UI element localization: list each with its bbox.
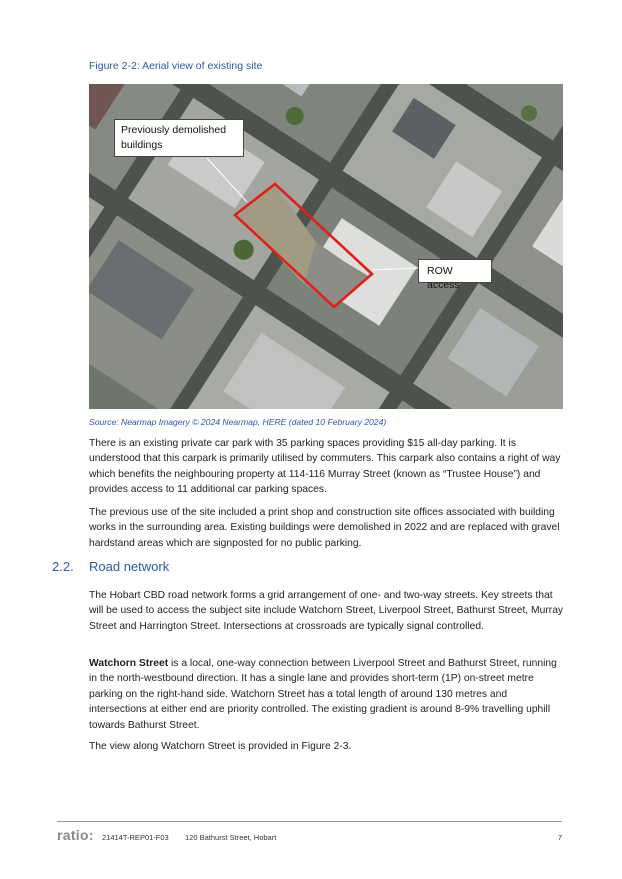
paragraph-view-reference: The view along Watchorn Street is provided in Figure 2-3. xyxy=(89,741,352,752)
footer-divider xyxy=(57,821,562,822)
watchorn-street-bold: Watchorn Street xyxy=(89,658,169,669)
paragraph-watchorn-street xyxy=(89,656,565,733)
paragraph-previous-use: The previous use of the site included a print shop and construction site offices associated with building works in the surrounding area. Existing buildings were demolished in 2022 and are replaced with gravel hardstand areas which are signposted for no public parking. xyxy=(89,507,560,549)
watchorn-street-text: is a local, one-way connection between Liverpool Street and Bathurst Street, running in the north-westbound direction. It has a single lane and provides short-term (1P) on-street metre parking on the right-hand side. Watchorn Street has a total length of around 130 metres and intersections at either end are priority controlled. The existing gradient is around 8-9% travelling uphill towards Bathurst Street. xyxy=(89,658,557,731)
page-number: 7 xyxy=(557,833,562,842)
footer-reference: 21414T-REP01-F03 xyxy=(102,833,169,842)
footer-address: 120 Bathurst Street, Hobart xyxy=(185,833,277,842)
figure-caption: Figure 2-2: Aerial view of existing site xyxy=(89,60,263,72)
ratio-logo: ratio: xyxy=(57,827,94,843)
section-title: Road network xyxy=(89,559,170,574)
callout-demolished-line2: buildings xyxy=(121,139,163,151)
callout-row-access: ROW access xyxy=(418,259,492,283)
paragraph-road-network: The Hobart CBD road network forms a grid arrangement of one- and two-way streets. Key streets that will be used to access the subject site include Watchorn Street, Liverpool Street, Bathurst Street, Murray Street and Harrington Street. Intersections at crossroads are typically signal controlled. xyxy=(89,590,564,632)
figure-source: Source: Nearmap Imagery © 2024 Nearmap, HERE (dated 10 February 2024) xyxy=(89,417,387,427)
paragraph-car-park: There is an existing private car park with 35 parking spaces providing $15 all-day parking. It is understood that this carpark is primarily utilised by commuters. This carpark also contains a right of way which benefits the neighbouring property at 114-116 Murray Street (known as “Trustee House”) and provides access to 11 additional car parking spaces. xyxy=(89,438,561,496)
callout-demolished xyxy=(114,119,244,157)
callout-demolished-line1: Previously demolished xyxy=(121,124,227,136)
section-number: 2.2. xyxy=(52,559,74,574)
